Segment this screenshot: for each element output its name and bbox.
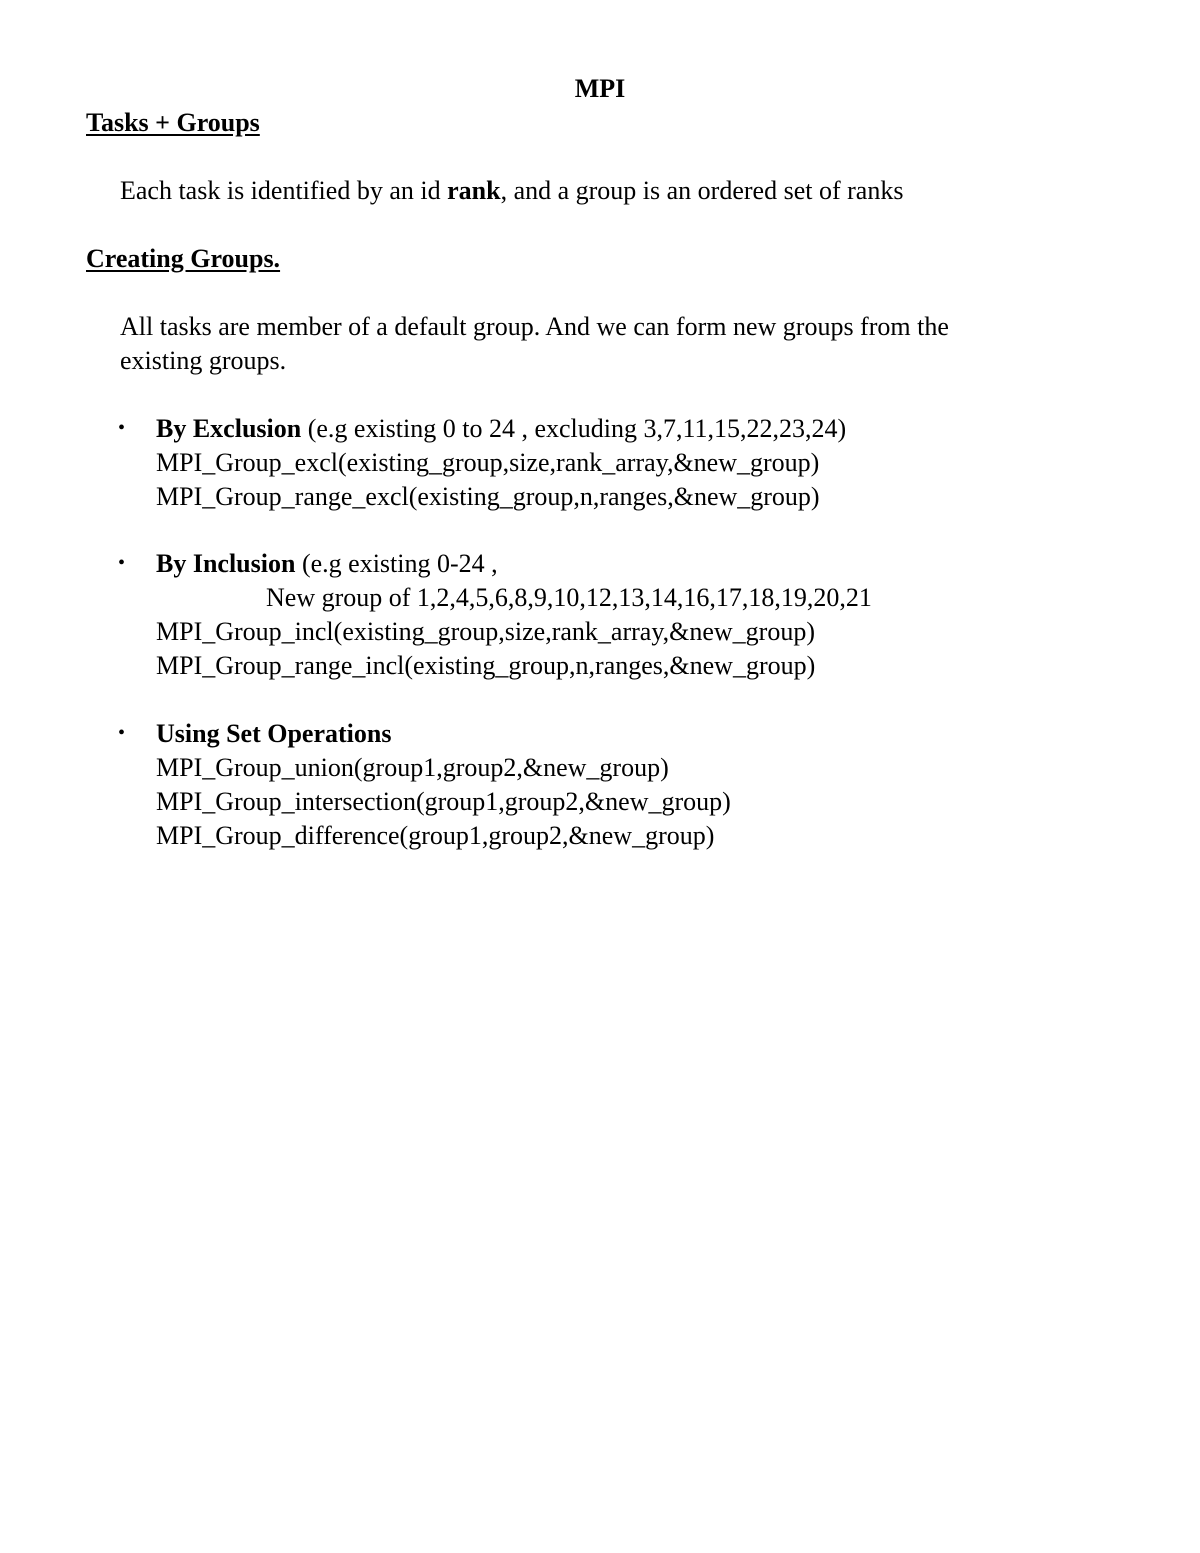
code-line: MPI_Group_union(group1,group2,&new_group) (156, 753, 669, 782)
code-line: MPI_Group_intersection(group1,group2,&new_group) (156, 787, 731, 816)
paragraph-default-group-line2: existing groups. (120, 346, 287, 375)
code-line: MPI_Group_range_incl(existing_group,n,ranges,&new_group) (156, 651, 816, 680)
bullet-label: By Exclusion (156, 414, 302, 443)
paragraph-default-group-line1: All tasks are member of a default group. And we can form new groups from the (120, 312, 949, 341)
paragraph-rank-definition (120, 174, 1080, 208)
paragraph-text: , and a group is an ordered set of ranks (500, 176, 904, 205)
code-line: MPI_Group_excl(existing_group,size,rank_array,&new_group) (156, 448, 820, 477)
bullet-sub-note: New group of 1,2,4,5,6,8,9,10,12,13,14,16,17,18,19,20,21 (266, 583, 872, 612)
bullet-label: By Inclusion (156, 549, 296, 578)
bullet-note: (e.g existing 0 to 24 , excluding 3,7,11,15,22,23,24) (301, 414, 847, 443)
bullet-icon: • (118, 722, 126, 744)
code-line: MPI_Group_difference(group1,group2,&new_group) (156, 821, 715, 850)
code-line: MPI_Group_incl(existing_group,size,rank_array,&new_group) (156, 617, 815, 646)
document-title: MPI (574, 74, 626, 103)
bullet-label: Using Set Operations (156, 719, 392, 748)
rank-term: rank (447, 176, 501, 205)
code-line: MPI_Group_range_excl(existing_group,n,ranges,&new_group) (156, 482, 820, 511)
bullet-icon: • (118, 417, 126, 439)
bullet-heading-inclusion (156, 547, 498, 581)
section-heading-tasks-groups: Tasks + Groups (86, 108, 260, 137)
bullet-icon: • (118, 552, 126, 574)
bullet-heading-exclusion (156, 412, 846, 446)
section-heading-creating-groups: Creating Groups. (86, 244, 281, 273)
bullet-heading-set-operations (156, 717, 391, 751)
bullet-note: (e.g existing 0-24 , (295, 549, 498, 578)
paragraph-text: Each task is identified by an id (120, 176, 448, 205)
